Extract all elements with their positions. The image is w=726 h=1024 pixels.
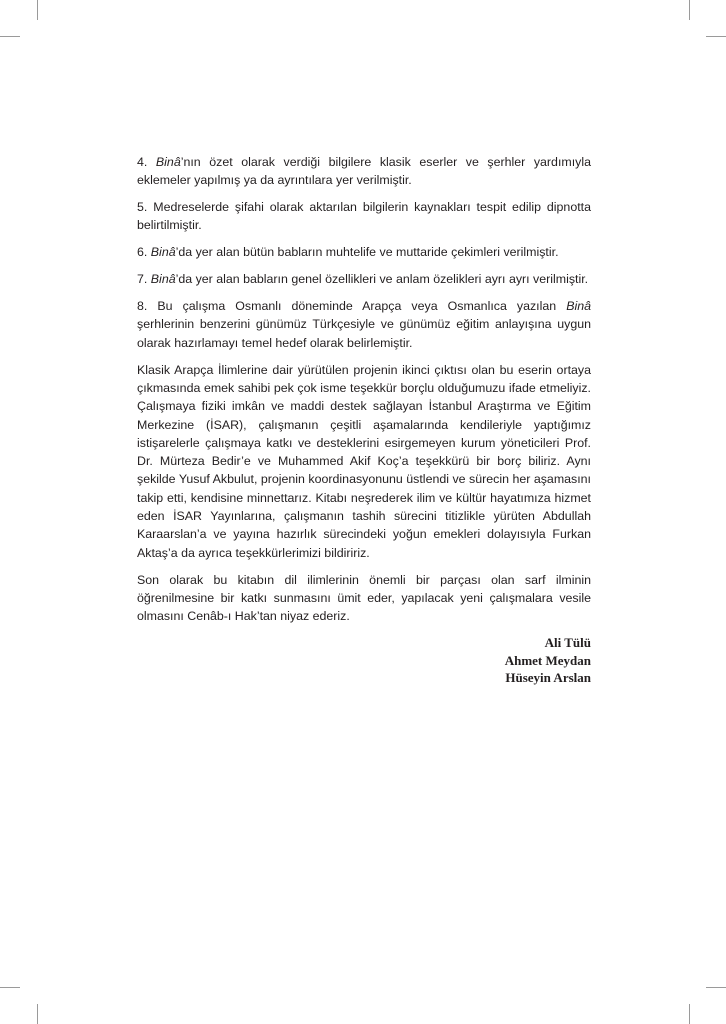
numbered-item-8: [137, 297, 591, 352]
acknowledgements-paragraph: Klasik Arapça İlimlerine dair yürütülen projenin ikinci çıktısı olan bu eserin ortaya çıkmasında emek sahibi pek çok isme teşekkür borçlu olduğumuzu ifade etmeliyiz. Çalışmaya fiziki imkân ve maddi destek sağlayan İstanbul Araştırma ve Eğitim Merkezine (İSAR), çalışmanın çeşitli aşamalarında kendileriyle yaptığımız istişarelerle çalışmaya katkı ve desteklerini esirgemeyen kurum yöneticileri Prof. Dr. Mürteza Bedir’e ve Muhammed Akif Koç’a teşekkürü bir borç biliriz. Aynı şekilde Yusuf Akbulut, projenin koordinasyonunu üstlendi ve sürecin her aşamasını takip etti, kendisine minnettarız. Kitabı neşrederek ilim ve kültür hayatımıza hizmet eden İSAR Yayınlarına, çalışmanın tashih sürecini titizlikle yürüten Abdullah Karaarslan’a ve yayına hazırlık sürecindeki yoğun emekleri dolayısıyla Furkan Aktaş’a da ayrıca teşekkürlerimizi bildiririz.: [137, 362, 591, 560]
item-number: 5.: [137, 200, 148, 215]
item-number: 8.: [137, 299, 148, 314]
item-text: [147, 155, 156, 169]
author-name: Ahmet Meydan: [504, 652, 591, 668]
page-body: [137, 153, 591, 687]
numbered-item-7: [137, 270, 591, 288]
crop-mark-right-bottom: [706, 987, 726, 988]
item-text-rest: ’da yer alan bütün babların muhtelife ve muttaride çekimleri verilmiştir.: [175, 245, 559, 260]
crop-mark-left-top: [0, 36, 20, 37]
numbered-item-5: [137, 198, 591, 235]
item-number: 6.: [137, 245, 148, 260]
book-title: Binâ: [155, 155, 181, 169]
book-title: Binâ: [150, 245, 176, 260]
numbered-item-4: [137, 153, 591, 190]
numbered-item-6: [137, 243, 591, 261]
item-text-rest: ’da yer alan babların genel özellikleri ve anlam özelikleri ayrı ayrı verilmiştir.: [175, 272, 589, 287]
crop-mark-left-bottom: [0, 987, 20, 988]
author-name: Ali Tülü: [544, 635, 591, 651]
item-text: Bu çalışma Osmanlı döneminde Arapça veya Osmanlıca yazılan: [147, 299, 567, 314]
author-name: Hüseyin Arslan: [505, 670, 591, 686]
crop-mark-top-right: [689, 0, 690, 20]
crop-mark-right-top: [706, 36, 726, 37]
book-title: Binâ: [566, 299, 591, 314]
book-title: Binâ: [150, 272, 176, 287]
closing-paragraph: Son olarak bu kitabın dil ilimlerinin önemli bir parçası olan sarf ilminin öğrenilmesine bir katkı sunmasını ümit eder, yapılacak yeni çalışmalara vesile olmasını Cenâb-ı Hak’tan niyaz ederiz.: [137, 572, 591, 624]
item-text-rest: ’nın özet olarak verdiği bilgilere klasik eserler ve şerhler yardımıyla eklemeler yapılmış ya da ayrıntılara yer verilmiştir.: [137, 155, 591, 188]
item-text-rest: şerhlerinin benzerini günümüz Türkçesiyle ve günümüz eğitim anlayışına uygun olarak hazırlamayı temel hedef olarak belirlemiştir.: [137, 317, 591, 350]
item-text: Medreselerde şifahi olarak aktarılan bilgilerin kaynakları tespit edilip dipnotta belirtilmiştir.: [137, 200, 591, 233]
item-number: 7.: [137, 272, 148, 287]
crop-mark-top-left: [37, 0, 38, 20]
item-number: 4.: [137, 155, 148, 169]
signature-block: [137, 634, 591, 687]
crop-mark-bottom-left: [37, 1004, 38, 1024]
crop-mark-bottom-right: [689, 1004, 690, 1024]
